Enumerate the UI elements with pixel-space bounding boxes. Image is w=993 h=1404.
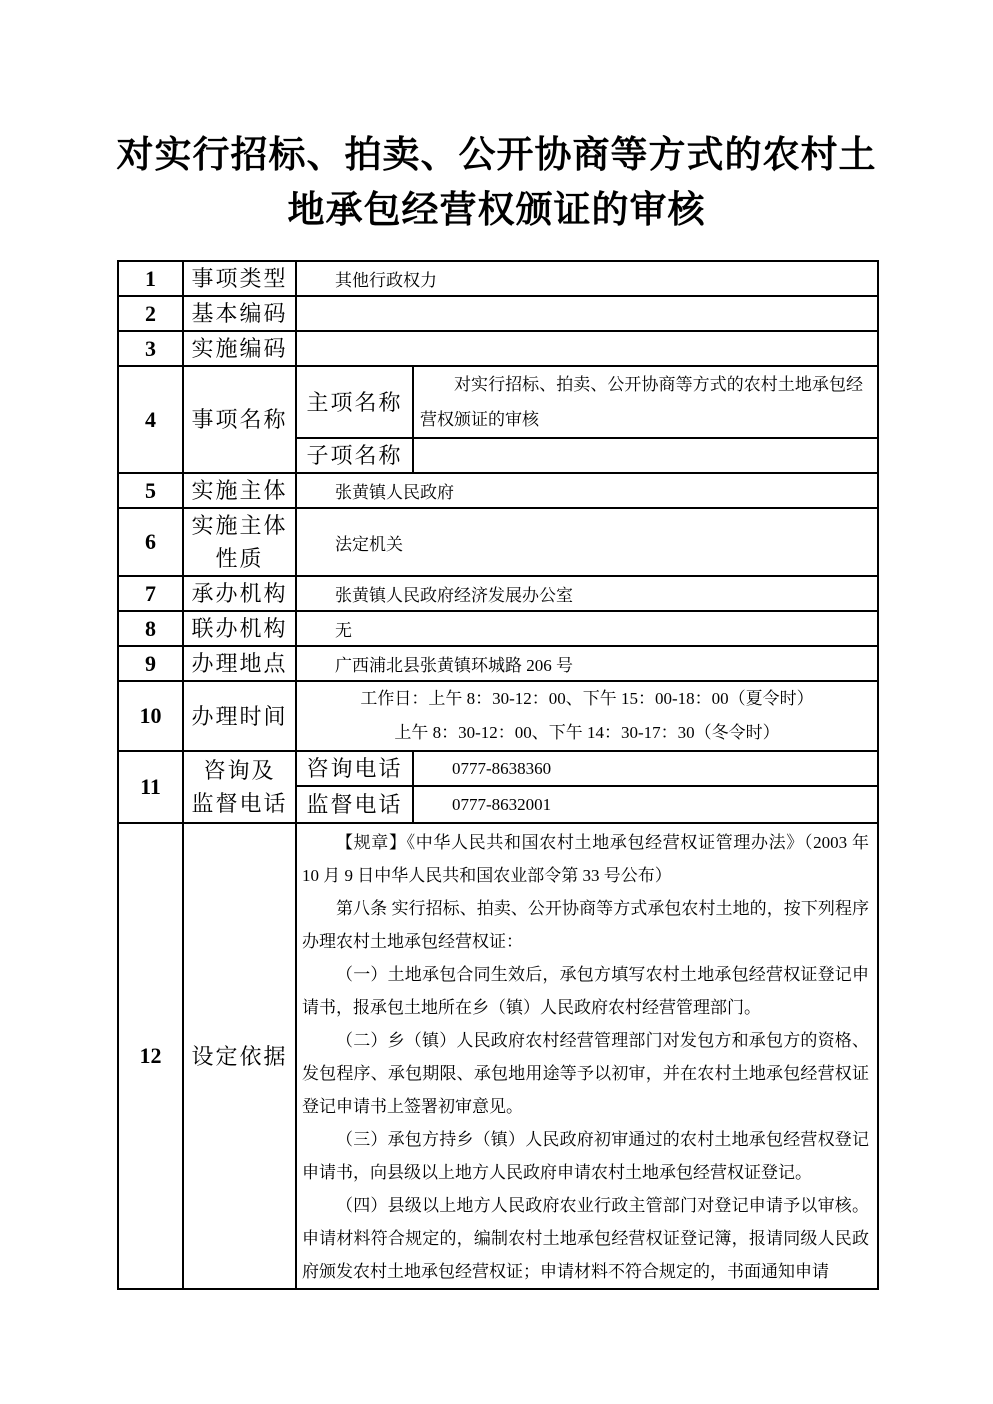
row-1-label: 事项类型	[183, 261, 296, 296]
row-12-value	[296, 823, 878, 1289]
table-row-4-main	[118, 366, 878, 438]
consult-phone-value: 0777-8638360	[413, 751, 878, 786]
supervise-phone-value: 0777-8632001	[413, 786, 878, 823]
table-row-3	[118, 331, 878, 366]
row-4-main-item-label: 主项名称	[296, 366, 413, 438]
row-11-label	[183, 751, 296, 823]
basis-paragraph-6: （四）县级以上地方人民政府农业行政主管部门对登记申请予以审核。申请材料符合规定的，编制农村土地承包经营权证登记簿，报请同级人民政府颁发农村土地承包经营权证；申请材料不符合规定的，书面通知申请	[302, 1196, 869, 1281]
row-6-number: 6	[118, 508, 183, 576]
table-row-8	[118, 611, 878, 646]
row-10-value	[296, 681, 878, 751]
table-row-11-consult	[118, 751, 878, 786]
row-10-number: 10	[118, 681, 183, 751]
table-row-5	[118, 473, 878, 508]
row-6-value: 法定机关	[296, 508, 878, 576]
basis-paragraph-4: （二）乡（镇）人民政府农村经营管理部门对发包方和承包方的资格、发包程序、承包期限、承包地用途等予以初审，并在农村土地承包经营权证登记申请书上签署初审意见。	[302, 1031, 869, 1116]
row-3-number: 3	[118, 331, 183, 366]
table-row-6	[118, 508, 878, 576]
title-line-1: 对实行招标、拍卖、公开协商等方式的农村土	[116, 135, 877, 176]
title-line-2: 地承包经营权颁证的审核	[287, 190, 706, 231]
row-4-sub-item-value	[413, 438, 878, 473]
basis-paragraph-2: 第八条 实行招标、拍卖、公开协商等方式承包农村土地的，按下列程序办理农村土地承包经营权证：	[302, 899, 869, 951]
row-11-number: 11	[118, 751, 183, 823]
row-4-label: 事项名称	[183, 366, 296, 473]
row-2-label: 基本编码	[183, 296, 296, 331]
row-8-label: 联办机构	[183, 611, 296, 646]
row-11-label-line-2: 监督电话	[191, 791, 288, 816]
row-12-label: 设定依据	[183, 823, 296, 1289]
row-7-value: 张黄镇人民政府经济发展办公室	[296, 576, 878, 611]
row-5-value: 张黄镇人民政府	[296, 473, 878, 508]
row-7-number: 7	[118, 576, 183, 611]
table-row-10	[118, 681, 878, 751]
office-hours-summer: 工作日：上午 8：30-12：00、下午 15：00-18：00（夏令时）	[360, 689, 814, 708]
row-5-label: 实施主体	[183, 473, 296, 508]
table-row-9	[118, 646, 878, 681]
row-6-label-line-1: 实施主体	[191, 513, 288, 538]
row-6-label	[183, 508, 296, 576]
row-8-number: 8	[118, 611, 183, 646]
row-9-label: 办理地点	[183, 646, 296, 681]
row-10-label: 办理时间	[183, 681, 296, 751]
row-1-value: 其他行政权力	[296, 261, 878, 296]
table-row-1	[118, 261, 878, 296]
table-row-7	[118, 576, 878, 611]
table-row-2	[118, 296, 878, 331]
row-12-number: 12	[118, 823, 183, 1289]
row-3-label: 实施编码	[183, 331, 296, 366]
row-6-label-line-2: 性质	[215, 546, 264, 571]
table-row-12	[118, 823, 878, 1289]
row-2-value	[296, 296, 878, 331]
basis-paragraph-1: 【规章】《中华人民共和国农村土地承包经营权证管理办法》（2003 年 10 月 9 日中华人民共和国农业部令第 33 号公布）	[302, 833, 869, 885]
row-1-number: 1	[118, 261, 183, 296]
row-7-label: 承办机构	[183, 576, 296, 611]
page-title	[0, 0, 993, 238]
row-3-value	[296, 331, 878, 366]
basis-paragraph-5: （三）承包方持乡（镇）人民政府初审通过的农村土地承包经营权登记申请书，向县级以上地方人民政府申请农村土地承包经营权证登记。	[302, 1130, 869, 1182]
info-table	[117, 260, 879, 1290]
row-4-sub-item-label: 子项名称	[296, 438, 413, 473]
row-11-label-line-1: 咨询及	[203, 758, 276, 783]
row-4-number: 4	[118, 366, 183, 473]
row-9-number: 9	[118, 646, 183, 681]
consult-phone-label: 咨询电话	[296, 751, 413, 786]
office-hours-winter: 上午 8：30-12：00、下午 14：30-17：30（冬令时）	[394, 723, 780, 742]
row-8-value: 无	[296, 611, 878, 646]
row-2-number: 2	[118, 296, 183, 331]
supervise-phone-label: 监督电话	[296, 786, 413, 823]
main-item-name-text: 对实行招标、拍卖、公开协商等方式的农村土地承包经营权颁证的审核	[420, 375, 863, 429]
row-5-number: 5	[118, 473, 183, 508]
row-4-main-item-value	[413, 366, 878, 438]
basis-paragraph-3: （一）土地承包合同生效后，承包方填写农村土地承包经营权证登记申请书，报承包土地所在乡（镇）人民政府农村经营管理部门。	[302, 965, 869, 1017]
row-9-value: 广西浦北县张黄镇环城路 206 号	[296, 646, 878, 681]
